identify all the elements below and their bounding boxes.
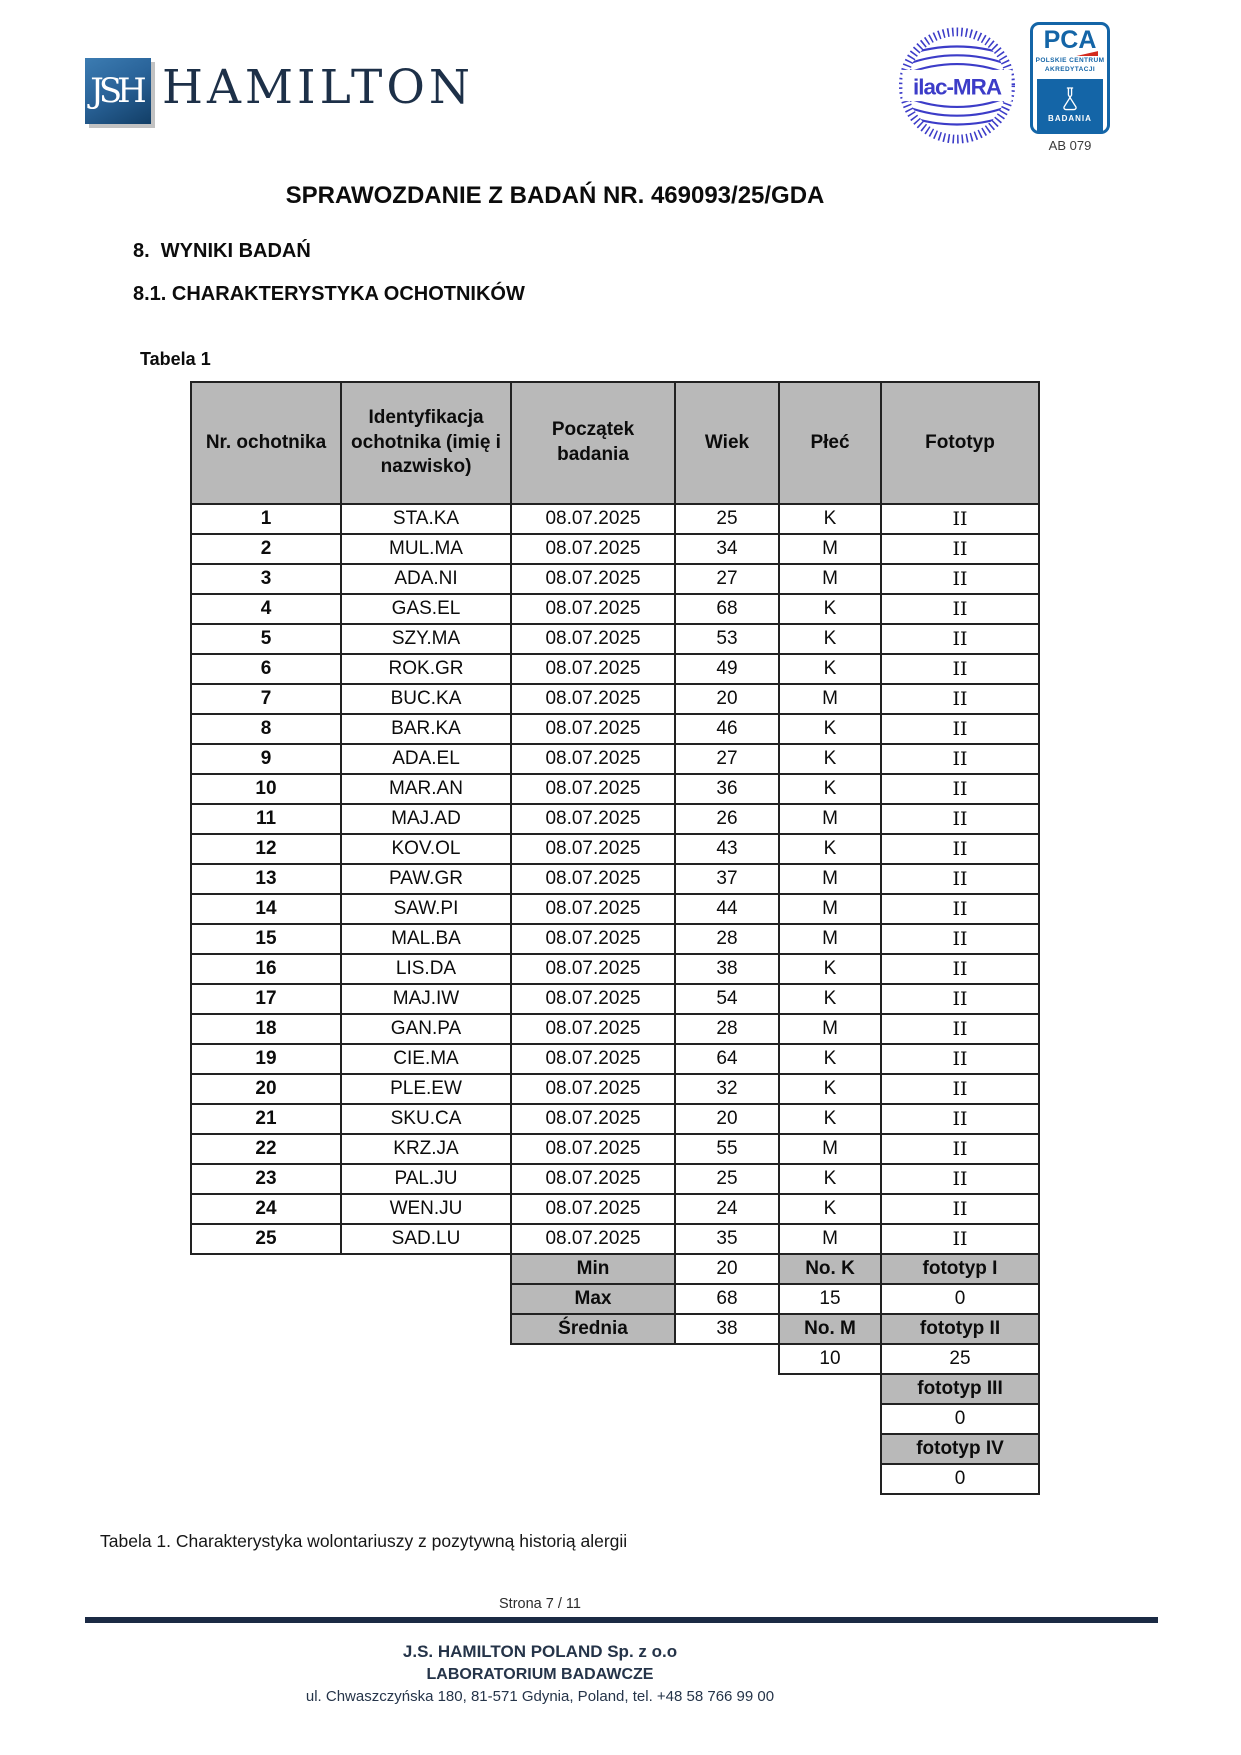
cell-nr: 7 (191, 684, 341, 714)
col-header-nr: Nr. ochotnika (191, 382, 341, 504)
table-row (191, 744, 1039, 774)
cell-age: 24 (675, 1194, 779, 1224)
cell-sex: K (779, 774, 881, 804)
table-row (191, 984, 1039, 1014)
cell-sex: K (779, 654, 881, 684)
cell-phototype: II (881, 924, 1039, 954)
cell-date: 08.07.2025 (511, 864, 675, 894)
cell-id: BUC.KA (341, 684, 511, 714)
table-row (191, 924, 1039, 954)
table-row (191, 594, 1039, 624)
cell-id: MAR.AN (341, 774, 511, 804)
cell-nr: 21 (191, 1104, 341, 1134)
cell-date: 08.07.2025 (511, 834, 675, 864)
cell-phototype: II (881, 1224, 1039, 1254)
fototyp-4-value: 0 (881, 1464, 1039, 1494)
cell-sex: K (779, 714, 881, 744)
cell-sex: M (779, 864, 881, 894)
cell-nr: 13 (191, 864, 341, 894)
cell-sex: K (779, 594, 881, 624)
hamilton-brand: HAMILTON (162, 60, 475, 115)
cell-id: WEN.JU (341, 1194, 511, 1224)
cell-date: 08.07.2025 (511, 534, 675, 564)
cell-date: 08.07.2025 (511, 1074, 675, 1104)
cell-sex: M (779, 534, 881, 564)
table-row (191, 864, 1039, 894)
cell-sex: K (779, 1044, 881, 1074)
cell-date: 08.07.2025 (511, 894, 675, 924)
cell-age: 28 (675, 1014, 779, 1044)
cell-sex: K (779, 984, 881, 1014)
spacer-cell (191, 1254, 511, 1284)
cell-sex: K (779, 1164, 881, 1194)
fototyp-1-label: fototyp I (881, 1254, 1039, 1284)
table-row (191, 1014, 1039, 1044)
cell-phototype: II (881, 1104, 1039, 1134)
cell-date: 08.07.2025 (511, 1134, 675, 1164)
no-m-value: 10 (779, 1344, 881, 1374)
cell-nr: 14 (191, 894, 341, 924)
cell-sex: M (779, 1224, 881, 1254)
spacer-cell (191, 1344, 779, 1374)
fototyp-2-label: fototyp II (881, 1314, 1039, 1344)
table-row (191, 654, 1039, 684)
cell-nr: 2 (191, 534, 341, 564)
cell-nr: 11 (191, 804, 341, 834)
cell-sex: M (779, 1014, 881, 1044)
ilac-mra-stamp-icon (898, 27, 1016, 144)
company-name: J.S. HAMILTON POLAND Sp. z o.o (402, 1642, 678, 1661)
cell-phototype: II (881, 1194, 1039, 1224)
cell-date: 08.07.2025 (511, 1194, 675, 1224)
cell-id: PLE.EW (341, 1074, 511, 1104)
cell-age: 37 (675, 864, 779, 894)
cell-sex: K (779, 624, 881, 654)
col-header-phototype: Fototyp (881, 382, 1039, 504)
min-value: 20 (675, 1254, 779, 1284)
fototyp-2-value: 25 (881, 1344, 1039, 1374)
cell-id: MUL.MA (341, 534, 511, 564)
cell-sex: M (779, 804, 881, 834)
table-row (191, 1044, 1039, 1074)
cell-age: 35 (675, 1224, 779, 1254)
table-row (191, 834, 1039, 864)
cell-nr: 19 (191, 1044, 341, 1074)
pca-badge (1037, 79, 1103, 131)
cell-id: ADA.EL (341, 744, 511, 774)
cell-age: 53 (675, 624, 779, 654)
cell-date: 08.07.2025 (511, 1104, 675, 1134)
footer-company-block (0, 1640, 1080, 1707)
table-row (191, 624, 1039, 654)
cell-phototype: II (881, 714, 1039, 744)
cell-phototype: II (881, 954, 1039, 984)
col-header-id: Identyfikacja ochotnika (imię i nazwisko) (341, 382, 511, 504)
cell-id: SKU.CA (341, 1104, 511, 1134)
cell-sex: M (779, 924, 881, 954)
cell-phototype: II (881, 864, 1039, 894)
cell-age: 34 (675, 534, 779, 564)
cell-age: 27 (675, 744, 779, 774)
cell-id: STA.KA (341, 504, 511, 534)
cell-phototype: II (881, 744, 1039, 774)
col-header-sex: Płeć (779, 382, 881, 504)
table-row (191, 1134, 1039, 1164)
cell-phototype: II (881, 564, 1039, 594)
company-address: ul. Chwaszczyńska 180, 81-571 Gdynia, Poland, tel. +48 58 766 99 00 (305, 1688, 775, 1706)
cell-nr: 4 (191, 594, 341, 624)
cell-sex: M (779, 684, 881, 714)
cell-phototype: II (881, 594, 1039, 624)
cell-age: 25 (675, 504, 779, 534)
table-row (191, 894, 1039, 924)
cell-date: 08.07.2025 (511, 654, 675, 684)
table-row (191, 1194, 1039, 1224)
avg-value: 38 (675, 1314, 779, 1344)
cell-nr: 20 (191, 1074, 341, 1104)
no-m-label: No. M (779, 1314, 881, 1344)
fototyp-3-label: fototyp III (881, 1374, 1039, 1404)
spacer-cell (191, 1434, 881, 1464)
cell-id: ROK.GR (341, 654, 511, 684)
min-label: Min (511, 1254, 675, 1284)
cell-nr: 12 (191, 834, 341, 864)
cell-sex: K (779, 1074, 881, 1104)
section-heading-8-1: 8.1. CHARAKTERYSTYKA OCHOTNIKÓW (133, 283, 525, 305)
cell-age: 20 (675, 684, 779, 714)
hamilton-logo-icon: JSH (85, 58, 151, 124)
table-row (191, 1104, 1039, 1134)
pca-accreditation-number: AB 079 (1048, 138, 1092, 153)
cell-nr: 9 (191, 744, 341, 774)
table-row (191, 504, 1039, 534)
cell-nr: 18 (191, 1014, 341, 1044)
cell-id: PAW.GR (341, 864, 511, 894)
cell-date: 08.07.2025 (511, 804, 675, 834)
cell-phototype: II (881, 774, 1039, 804)
cell-date: 08.07.2025 (511, 744, 675, 774)
cell-date: 08.07.2025 (511, 774, 675, 804)
table-row (191, 714, 1039, 744)
cell-age: 32 (675, 1074, 779, 1104)
cell-id: MAJ.IW (341, 984, 511, 1014)
cell-nr: 15 (191, 924, 341, 954)
table-caption: Tabela 1. Charakterystyka wolontariuszy z pozytywną historią alergii (100, 1531, 628, 1551)
table-row (191, 564, 1039, 594)
cell-phototype: II (881, 1044, 1039, 1074)
footer-divider (85, 1617, 1158, 1623)
table-row (191, 1074, 1039, 1104)
cell-nr: 24 (191, 1194, 341, 1224)
cell-age: 68 (675, 594, 779, 624)
cell-phototype: II (881, 654, 1039, 684)
cell-id: KRZ.JA (341, 1134, 511, 1164)
cell-date: 08.07.2025 (511, 684, 675, 714)
col-header-start: Początek badania (511, 382, 675, 504)
cell-date: 08.07.2025 (511, 594, 675, 624)
cell-id: ADA.NI (341, 564, 511, 594)
table-row (191, 1164, 1039, 1194)
section-heading-8: 8. WYNIKI BADAŃ (133, 240, 311, 262)
cell-id: BAR.KA (341, 714, 511, 744)
cell-phototype: II (881, 504, 1039, 534)
cell-phototype: II (881, 984, 1039, 1014)
cell-phototype: II (881, 834, 1039, 864)
cell-age: 36 (675, 774, 779, 804)
cell-id: GAN.PA (341, 1014, 511, 1044)
cell-date: 08.07.2025 (511, 624, 675, 654)
table-row (191, 954, 1039, 984)
cell-age: 44 (675, 894, 779, 924)
cell-phototype: II (881, 1134, 1039, 1164)
cell-date: 08.07.2025 (511, 924, 675, 954)
cell-age: 28 (675, 924, 779, 954)
spacer-cell (191, 1314, 511, 1344)
report-title: SPRAWOZDANIE Z BADAŃ NR. 469093/25/GDA (285, 182, 825, 209)
cell-id: KOV.OL (341, 834, 511, 864)
cell-age: 38 (675, 954, 779, 984)
max-value: 68 (675, 1284, 779, 1314)
table-row (191, 1224, 1039, 1254)
fototyp-3-value: 0 (881, 1404, 1039, 1434)
spacer-cell (191, 1464, 881, 1494)
avg-label: Średnia (511, 1314, 675, 1344)
cell-age: 25 (675, 1164, 779, 1194)
cell-date: 08.07.2025 (511, 984, 675, 1014)
cell-nr: 17 (191, 984, 341, 1014)
cell-id: CIE.MA (341, 1044, 511, 1074)
cell-age: 54 (675, 984, 779, 1014)
pca-red-accent (1076, 51, 1098, 56)
spacer-cell (191, 1284, 511, 1314)
table-row (191, 684, 1039, 714)
cell-id: GAS.EL (341, 594, 511, 624)
cell-age: 55 (675, 1134, 779, 1164)
cell-date: 08.07.2025 (511, 1044, 675, 1074)
cell-phototype: II (881, 684, 1039, 714)
table-summary (191, 1254, 1039, 1494)
cell-sex: K (779, 504, 881, 534)
spacer-cell (191, 1374, 881, 1404)
table-body (191, 504, 1039, 1254)
cell-sex: M (779, 894, 881, 924)
table-row (191, 774, 1039, 804)
cell-sex: K (779, 954, 881, 984)
cell-age: 49 (675, 654, 779, 684)
cell-date: 08.07.2025 (511, 954, 675, 984)
cell-nr: 23 (191, 1164, 341, 1194)
cell-id: PAL.JU (341, 1164, 511, 1194)
cell-age: 46 (675, 714, 779, 744)
cell-date: 08.07.2025 (511, 714, 675, 744)
pca-title: PCA (1043, 26, 1097, 54)
cell-date: 08.07.2025 (511, 564, 675, 594)
cell-nr: 5 (191, 624, 341, 654)
cell-age: 64 (675, 1044, 779, 1074)
cell-age: 20 (675, 1104, 779, 1134)
pca-badge-label: BADANIA (1048, 114, 1092, 124)
cell-date: 08.07.2025 (511, 1224, 675, 1254)
col-header-age: Wiek (675, 382, 779, 504)
pca-logo (1030, 22, 1110, 134)
page-number: Strona 7 / 11 (499, 1596, 581, 1612)
no-k-value: 15 (779, 1284, 881, 1314)
cell-phototype: II (881, 894, 1039, 924)
cell-id: LIS.DA (341, 954, 511, 984)
max-label: Max (511, 1284, 675, 1314)
cell-age: 27 (675, 564, 779, 594)
cell-phototype: II (881, 1074, 1039, 1104)
cell-phototype: II (881, 1014, 1039, 1044)
cell-phototype: II (881, 534, 1039, 564)
table-row (191, 534, 1039, 564)
pca-subtitle: POLSKIE CENTRUM AKREDYTACJI (1035, 57, 1105, 74)
cell-sex: K (779, 834, 881, 864)
cell-nr: 16 (191, 954, 341, 984)
cell-age: 43 (675, 834, 779, 864)
cell-sex: K (779, 1104, 881, 1134)
volunteers-table (190, 381, 1040, 1495)
cell-phototype: II (881, 804, 1039, 834)
cell-nr: 6 (191, 654, 341, 684)
table-header (191, 382, 1039, 504)
fototyp-4-label: fototyp IV (881, 1434, 1039, 1464)
cell-nr: 8 (191, 714, 341, 744)
cell-id: SAW.PI (341, 894, 511, 924)
cell-nr: 3 (191, 564, 341, 594)
cell-phototype: II (881, 624, 1039, 654)
cell-phototype: II (881, 1164, 1039, 1194)
cell-id: SAD.LU (341, 1224, 511, 1254)
cell-id: MAJ.AD (341, 804, 511, 834)
cell-id: SZY.MA (341, 624, 511, 654)
flask-icon (1059, 86, 1081, 112)
table-label: Tabela 1 (140, 349, 211, 369)
cell-sex: K (779, 1194, 881, 1224)
fototyp-1-value: 0 (881, 1284, 1039, 1314)
cell-nr: 10 (191, 774, 341, 804)
cell-nr: 22 (191, 1134, 341, 1164)
cell-age: 26 (675, 804, 779, 834)
spacer-cell (191, 1404, 881, 1434)
cell-date: 08.07.2025 (511, 504, 675, 534)
cell-sex: M (779, 1134, 881, 1164)
cell-nr: 1 (191, 504, 341, 534)
cell-nr: 25 (191, 1224, 341, 1254)
cell-sex: M (779, 564, 881, 594)
cell-id: MAL.BA (341, 924, 511, 954)
ilac-mra-label: ilac-MRA (912, 74, 1002, 100)
cell-date: 08.07.2025 (511, 1164, 675, 1194)
table-row (191, 804, 1039, 834)
cell-sex: K (779, 744, 881, 774)
cell-date: 08.07.2025 (511, 1014, 675, 1044)
company-lab: LABORATORIUM BADAWCZE (426, 1665, 654, 1683)
no-k-label: No. K (779, 1254, 881, 1284)
